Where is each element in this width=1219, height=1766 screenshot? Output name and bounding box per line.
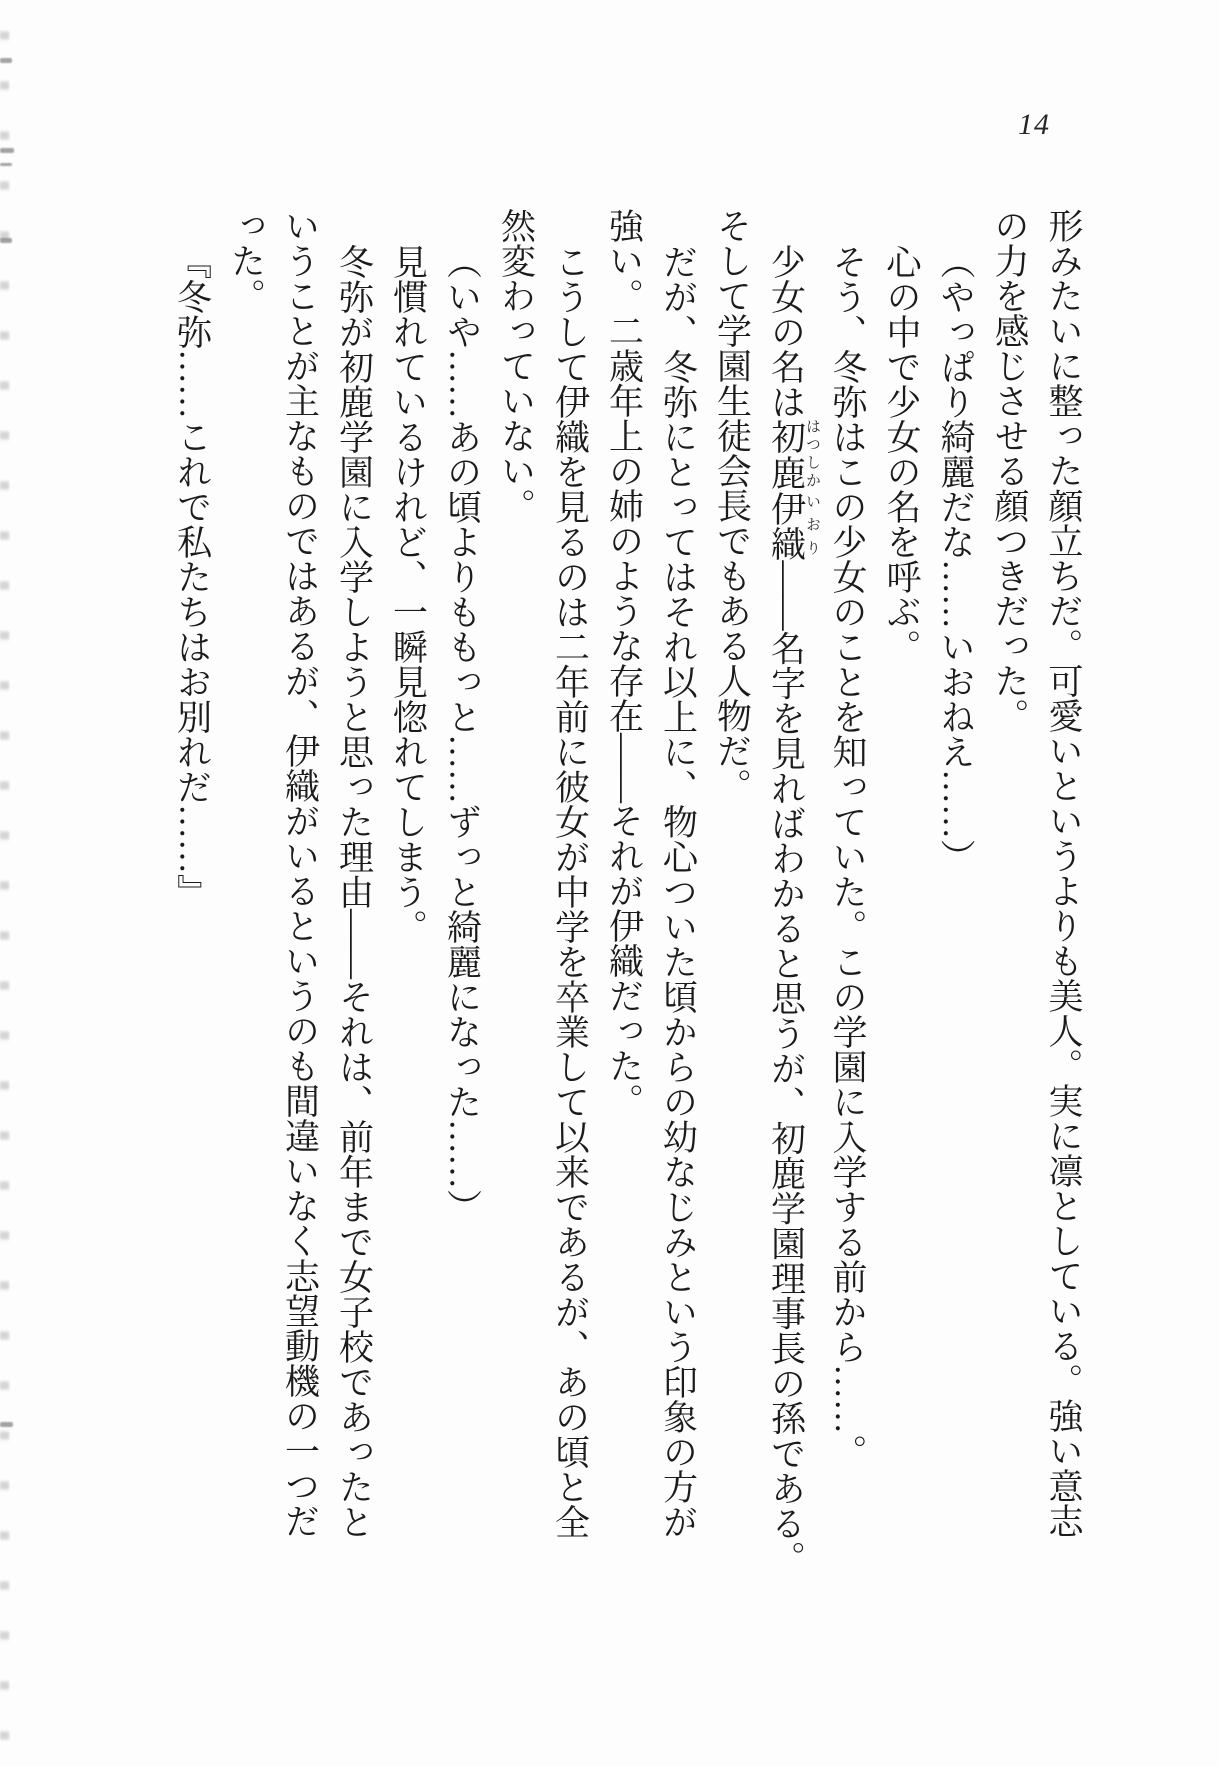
scan-artifact (0, 148, 14, 153)
text-column: 強い。二歳年上の姉のような存在――それが伊織だった。 (604, 208, 644, 1118)
text-column: 少女の名は初鹿はつしか伊織いおり――名字を見ればわかると思うが、初鹿学園理事長の孫である。 (766, 244, 820, 1576)
text-column: の力を感じさせる顔つきだった。 (990, 208, 1029, 733)
text-column: だが、冬弥にとってはそれ以上に、物心ついた頃からの幼なじみという印象の方が (658, 244, 698, 1539)
scan-artifact (0, 1422, 13, 1427)
text-column: こうして伊織を見るのは二年前に彼女が中学を卒業して以来であるが、あの頃と全 (550, 244, 590, 1539)
text-column: 然変わっていない。 (496, 208, 536, 523)
scan-artifact (0, 163, 12, 166)
text-column: いうことが主なものではあるが、伊織がいるというのも間違いなく志望動機の一つだ (280, 208, 320, 1538)
text-column: そう、冬弥はこの少女のことを知っていた。この学園に入学する前から……。 (828, 244, 867, 1469)
page-edge-artifacts (0, 0, 9, 1766)
text-column: そして学園生徒会長でもある人物だ。 (712, 208, 752, 803)
text-column: 見慣れているけれど、一瞬見惚れてしまう。 (388, 244, 428, 944)
text-column: 『冬弥……これで私たちはお別れだ……』 (172, 244, 212, 909)
ruby-annotated-text: 伊織いおり (766, 490, 820, 561)
text-column: （やっぱり綺麗だな……いおねえ……） (936, 244, 975, 874)
scan-artifact (0, 58, 12, 63)
text-column: 冬弥が初鹿学園に入学しようと思った理由――それは、前年まで女子校であったと (334, 244, 374, 1539)
text-column: 形みたいに整った顔立ちだ。可愛いというよりも美人。実に凛としている。強い意志 (1044, 208, 1083, 1538)
ruby-annotated-text: 初鹿はつしか (766, 418, 820, 491)
body-text (165, 208, 1091, 1600)
text-column: （いや……あの頃よりももっと……ずっと綺麗になった……） (442, 244, 482, 1224)
scan-artifact (0, 238, 12, 243)
text-column: った。 (226, 208, 266, 313)
page-number: 14 (1018, 108, 1050, 141)
text-column: 心の中で少女の名を呼ぶ。 (882, 244, 921, 664)
